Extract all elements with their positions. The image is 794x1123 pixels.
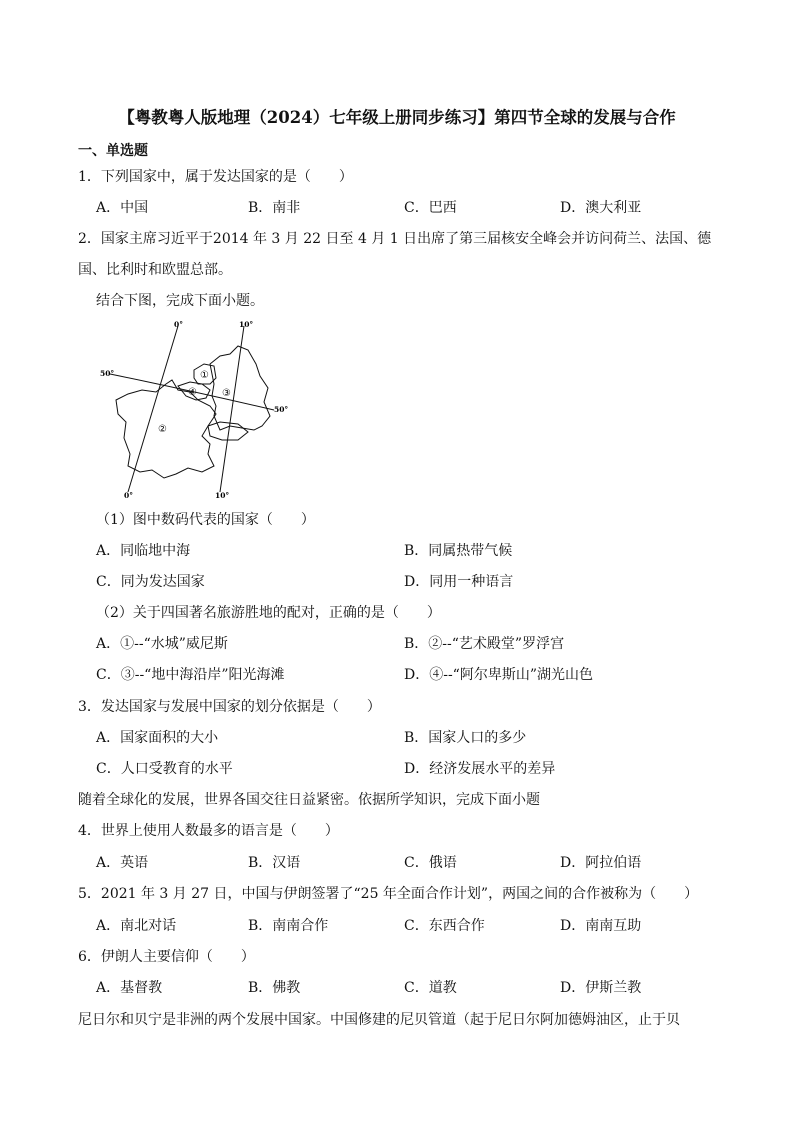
question-2-sub2-stem: （2）关于四国著名旅游胜地的配对，正确的是（ ） xyxy=(96,605,441,621)
q1-option-d: D．澳大利亚 xyxy=(560,200,642,216)
lon-label-bottom-left: 0° xyxy=(124,491,133,500)
question-1-stem: 1．下列国家中，属于发达国家的是（ ） xyxy=(78,169,353,185)
lon-label-top-left: 0° xyxy=(174,320,183,329)
q3-option-b: B．国家人口的多少 xyxy=(404,730,527,746)
q5-option-a: A．南北对话 xyxy=(96,918,177,934)
q4-option-c: C．俄语 xyxy=(404,855,457,871)
page-title: 【粤教粤人版地理（2024）七年级上册同步练习】第四节全球的发展与合作 xyxy=(118,108,676,127)
q5-option-c: C．东西合作 xyxy=(404,918,485,934)
q6-option-b: B．佛教 xyxy=(248,980,301,996)
question-2-instruction: 结合下图，完成下面小题。 xyxy=(96,293,264,309)
intro-paragraph-3: 尼日尔和贝宁是非洲的两个发展中国家。中国修建的尼贝管道（起于尼日尔阿加德姆油区，止于贝 xyxy=(78,1012,680,1028)
lat-label-left: 50° xyxy=(100,369,115,378)
marker-3: ③ xyxy=(222,388,231,399)
q4-option-d: D．阿拉伯语 xyxy=(560,855,642,871)
q2-2-option-b: B．②--“艺术殿堂”罗浮宫 xyxy=(404,636,565,652)
q1-option-a: A．中国 xyxy=(96,200,149,216)
meridian-0 xyxy=(128,326,178,492)
section-heading: 一、单选题 xyxy=(78,143,148,159)
marker-4: ④ xyxy=(188,387,197,398)
lon-label-top-right: 10° xyxy=(239,320,254,329)
q4-option-b: B．汉语 xyxy=(248,855,301,871)
q2-1-option-a: A．同临地中海 xyxy=(96,543,191,559)
question-4-stem: 4．世界上使用人数最多的语言是（ ） xyxy=(78,823,339,839)
lat-label-right: 50° xyxy=(274,405,289,414)
meridian-10 xyxy=(220,326,244,492)
question-2-stem-line2: 国、比利时和欧盟总部。 xyxy=(78,262,232,278)
q6-option-c: C．道教 xyxy=(404,980,457,996)
question-2-stem-line1: 2．国家主席习近平于2014 年 3 月 22 日至 4 月 1 日出席了第三届核安全峰会并访问荷兰、法国、德 xyxy=(78,231,712,247)
q6-option-a: A．基督教 xyxy=(96,980,163,996)
q5-option-d: D．南南互助 xyxy=(560,918,642,934)
q2-1-option-b: B．同属热带气候 xyxy=(404,543,513,559)
q2-1-option-c: C．同为发达国家 xyxy=(96,574,205,590)
lon-label-bottom-right: 10° xyxy=(215,491,230,500)
question-3-stem: 3．发达国家与发展中国家的划分依据是（ ） xyxy=(78,699,381,715)
europe-map-figure xyxy=(98,318,298,503)
q5-option-b: B．南南合作 xyxy=(248,918,329,934)
q6-option-d: D．伊斯兰教 xyxy=(560,980,642,996)
q2-1-option-d: D．同用一种语言 xyxy=(404,574,514,590)
question-2-sub1-stem: （1）图中数码代表的国家（ ） xyxy=(96,512,315,528)
marker-2: ② xyxy=(158,424,167,435)
q1-option-b: B．南非 xyxy=(248,200,301,216)
q3-option-a: A．国家面积的大小 xyxy=(96,730,219,746)
intro-paragraph-2: 随着全球化的发展，世界各国交往日益紧密。依据所学知识，完成下面小题 xyxy=(78,792,540,808)
q2-2-option-c: C．③--“地中海沿岸”阳光海滩 xyxy=(96,667,285,683)
q2-2-option-a: A．①--“水城”威尼斯 xyxy=(96,636,228,652)
question-5-stem: 5．2021 年 3 月 27 日，中国与伊朗签署了“25 年全面合作计划”，两国之间的合作被称为（ ） xyxy=(78,886,699,902)
q3-option-c: C．人口受教育的水平 xyxy=(96,761,233,777)
q3-option-d: D．经济发展水平的差异 xyxy=(404,761,556,777)
q1-option-c: C．巴西 xyxy=(404,200,457,216)
question-6-stem: 6．伊朗人主要信仰（ ） xyxy=(78,949,255,965)
q4-option-a: A．英语 xyxy=(96,855,149,871)
q2-2-option-d: D．④--“阿尔卑斯山”湖光山色 xyxy=(404,667,593,683)
germany-outline xyxy=(210,346,270,430)
marker-1: ① xyxy=(200,370,209,381)
